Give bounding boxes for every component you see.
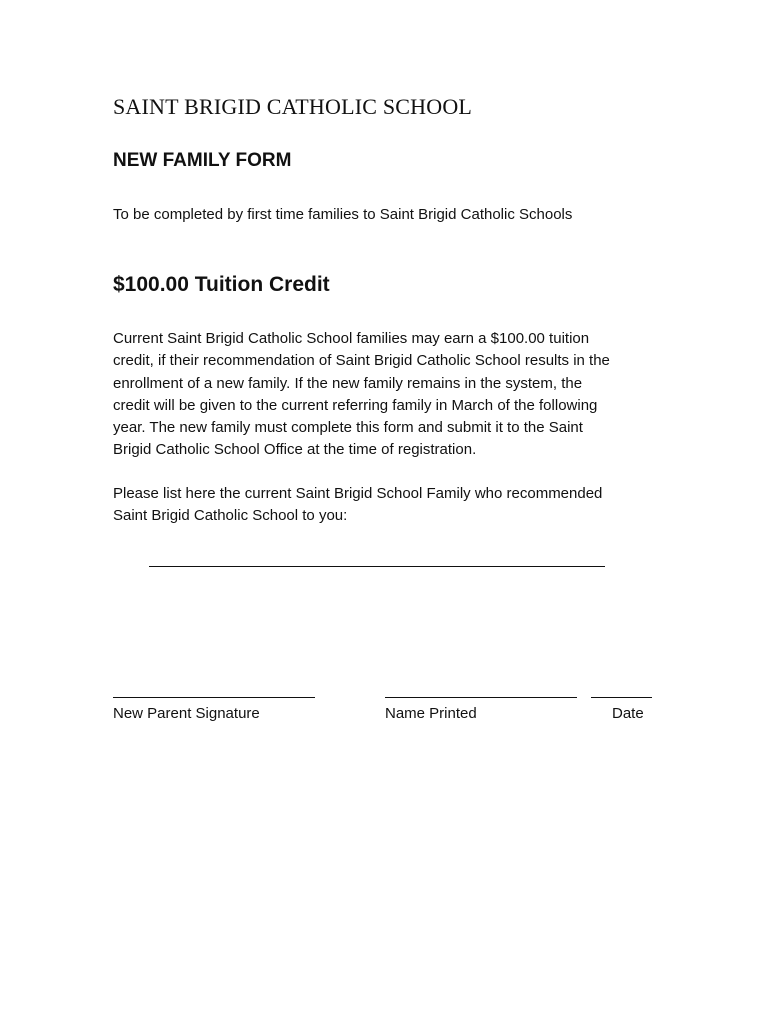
prompt-line: Please list here the current Saint Brigid School Family who recommended [113, 485, 603, 502]
paragraph-line: Current Saint Brigid Catholic School families may earn a $100.00 tuition [113, 330, 590, 347]
date-field[interactable] [591, 697, 652, 698]
prompt-line: Saint Brigid Catholic School to you: [113, 507, 348, 525]
paragraph-line: credit, if their recommendation of Saint Brigid Catholic School results in the [113, 352, 610, 370]
tuition-credit-heading: $100.00 Tuition Credit [113, 273, 330, 296]
recommending-family-field[interactable] [149, 566, 605, 567]
tuition-credit-paragraph [113, 328, 673, 462]
date-label: Date [612, 705, 644, 722]
name-printed-field[interactable] [385, 697, 577, 698]
name-printed-label: Name Printed [385, 705, 477, 722]
paragraph-line: year. The new family must complete this form and submit it to the Saint [113, 419, 583, 437]
paragraph-line: enrollment of a new family. If the new family remains in the system, the [113, 374, 583, 392]
parent-signature-label: New Parent Signature [113, 705, 260, 722]
paragraph-line: credit will be given to the current referring family in March of the following [113, 396, 598, 414]
form-title: NEW FAMILY FORM [113, 150, 292, 171]
recommendation-prompt [113, 483, 673, 528]
form-subtitle: To be completed by first time families to Saint Brigid Catholic Schools [113, 206, 573, 223]
paragraph-line: Brigid Catholic School Office at the time of registration. [113, 441, 477, 459]
school-name: SAINT BRIGID CATHOLIC SCHOOL [113, 94, 473, 119]
parent-signature-field[interactable] [113, 697, 315, 698]
